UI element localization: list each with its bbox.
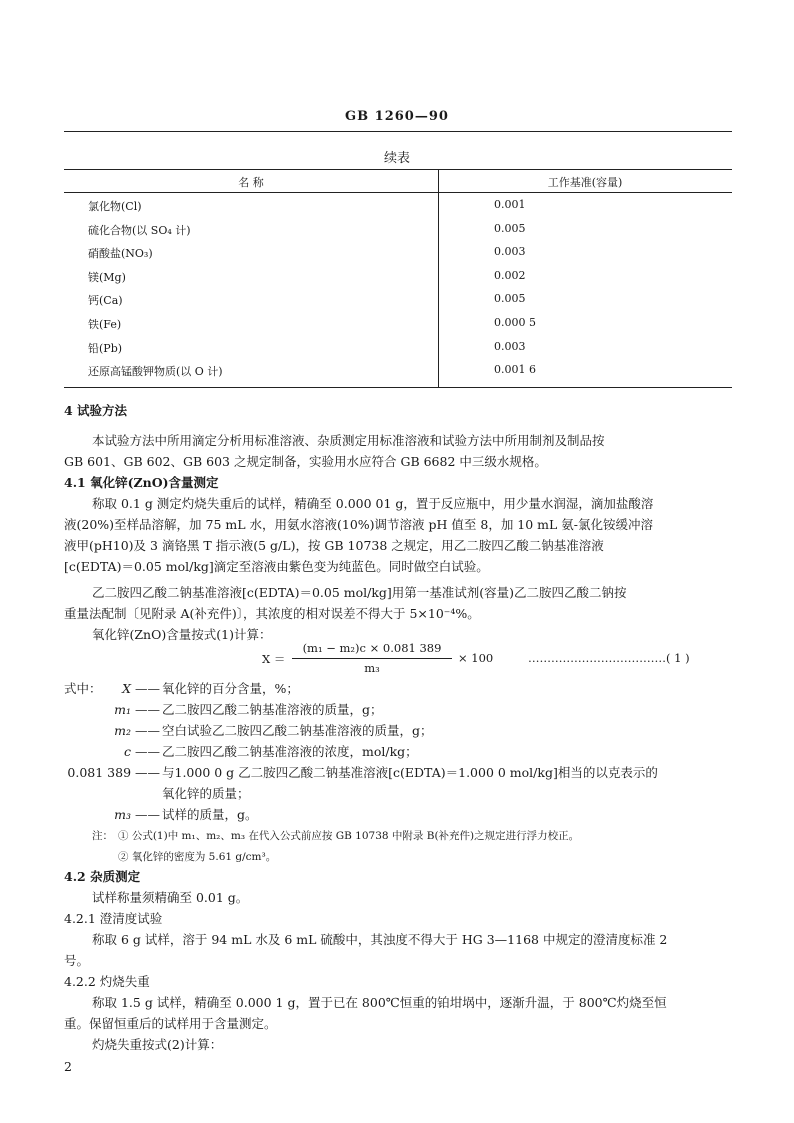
where-label: 式中： (64, 681, 102, 696)
section-4-1-para2-line2: 重量法配制〔见附录 A(补充件)〕，其浓度的相对误差不得大于 5×10⁻⁴%。 (64, 606, 480, 621)
section-4-2-1-heading: 4.2.1 澄清度试验 (64, 911, 163, 926)
def-coefficient-text: 与1.000 0 g 乙二胺四乙酸二钠基准溶液[c(EDTA)＝1.000 0 mol/kg]相当的以克表示的 (162, 765, 658, 780)
note-1: ① 公式(1)中 m₁、m₂、m₃ 在代入公式前应按 GB 10738 中附录 B(补充件)之规定进行浮力校正。 (118, 830, 580, 842)
def-c-text: 乙二胺四乙酸二钠基准溶液的浓度，mol/kg； (162, 744, 418, 759)
def-coefficient-text-line2: 氧化锌的质量； (162, 786, 250, 801)
section-4-1-para2-line1: 乙二胺四乙酸二钠基准溶液[c(EDTA)＝0.05 mol/kg]用第一基准试剂(容量)乙二胺四乙酸二钠按 (92, 585, 627, 600)
standard-number: GB 1260—90 (345, 109, 449, 124)
table-row-name: 铅(Pb) (88, 342, 123, 355)
section-4-1-heading: 4.1 氧化锌(ZnO)含量测定 (64, 475, 219, 490)
section-4-1-para3: 氧化锌(ZnO)含量按式(1)计算： (92, 627, 272, 642)
table-row-name: 氯化物(Cl) (88, 200, 142, 213)
table-column-divider (438, 169, 439, 387)
def-m2-text: 空白试验乙二胺四乙酸二钠基准溶液的质量，g； (162, 723, 433, 738)
def-m3-text: 试样的质量，g。 (162, 807, 258, 822)
def-coefficient-symbol: 0.081 389 —— (67, 765, 160, 780)
table-header-rule (64, 192, 732, 193)
table-row-value: 0.001 6 (494, 363, 536, 376)
section-4-para-line2: GB 601、GB 602、GB 603 之规定制备，实验用水应符合 GB 6682 中三级水规格。 (64, 454, 547, 469)
page-number: 2 (64, 1059, 72, 1074)
table-row-value: 0.003 (494, 245, 526, 258)
def-m1-text: 乙二胺四乙酸二钠基准溶液的质量，g； (162, 702, 383, 717)
table-header-value: 工作基准(容量) (547, 176, 623, 189)
section-4-2-2-para-line2: 重。保留恒重后的试样用于含量测定。 (64, 1016, 277, 1031)
table-row-value: 0.001 (494, 198, 526, 211)
table-row-name: 硫化合物(以 SO₄ 计) (88, 224, 191, 237)
def-x-text: 氧化锌的百分含量，%； (162, 681, 299, 696)
section-4-2-2-para-line1: 称取 1.5 g 试样，精确至 0.000 1 g，置于已在 800℃恒重的铂坩埚中，逐渐升温，于 800℃灼烧至恒 (92, 995, 667, 1010)
formula-1-multiplier: × 100 (458, 651, 494, 665)
section-4-1-para1-line3: 液甲(pH10)及 3 滴铬黑 T 指示液(5 g/L)，按 GB 10738 之规定，用乙二胺四乙酸二钠基准溶液 (64, 538, 604, 553)
def-c-symbol: c —— (124, 744, 160, 759)
section-4-2-2-para-line3: 灼烧失重按式(2)计算： (92, 1037, 223, 1052)
table-row-value: 0.003 (494, 340, 526, 353)
table-row-name: 镁(Mg) (88, 271, 126, 284)
section-4-1-para1-line1: 称取 0.1 g 测定灼烧失重后的试样，精确至 0.000 01 g，置于反应瓶中，用少量水润湿，滴加盐酸溶 (92, 496, 654, 511)
formula-1-numerator: (m₁ − m₂)c × 0.081 389 (302, 641, 442, 655)
formula-1-number: ………………………………( 1 ) (528, 651, 690, 665)
section-4-2-1-para-line1: 称取 6 g 试样，溶于 94 mL 水及 6 mL 硫酸中，其浊度不得大于 HG 3—1168 中规定的澄清度标准 2 (92, 932, 668, 947)
def-m2-symbol: m₂ —— (114, 723, 160, 738)
def-m3-symbol: m₃ —— (114, 807, 160, 822)
table-row-name: 硝酸盐(NO₃) (88, 247, 153, 260)
table-row-name: 钙(Ca) (88, 294, 123, 307)
table-row-value: 0.005 (494, 292, 526, 305)
note-2: ② 氧化锌的密度为 5.61 g/cm³。 (118, 851, 277, 863)
formula-1-fraction-bar (292, 658, 452, 659)
formula-1-lhs: X ＝ (262, 652, 286, 666)
table-row-value: 0.000 5 (494, 316, 536, 329)
table-row-name: 铁(Fe) (88, 318, 122, 331)
note-label: 注： (92, 830, 113, 842)
table-bottom-rule (64, 387, 732, 388)
section-4-heading: 4 试验方法 (64, 403, 128, 418)
def-x-symbol: X —— (122, 681, 160, 696)
section-4-2-para: 试样称量须精确至 0.01 g。 (92, 890, 249, 905)
table-title: 续表 (383, 151, 410, 166)
formula-1-denominator: m₃ (364, 661, 380, 675)
section-4-2-1-para-line2: 号。 (64, 953, 90, 968)
table-row-value: 0.005 (494, 222, 526, 235)
section-4-2-2-heading: 4.2.2 灼烧失重 (64, 974, 150, 989)
table-top-rule (64, 169, 732, 170)
def-m1-symbol: m₁ —— (114, 702, 160, 717)
header-rule (64, 131, 732, 132)
section-4-2-heading: 4.2 杂质测定 (64, 869, 141, 884)
table-header-name: 名 称 (238, 176, 264, 189)
section-4-1-para1-line4: [c(EDTA)＝0.05 mol/kg]滴定至溶液由紫色变为纯蓝色。同时做空白试验。 (64, 559, 489, 574)
section-4-1-para1-line2: 液(20%)至样品溶解，加 75 mL 水，用氨水溶液(10%)调节溶液 pH 值至 8，加 10 mL 氨-氯化铵缓冲溶 (64, 517, 654, 532)
table-row-name: 还原高锰酸钾物质(以 O 计) (88, 365, 223, 378)
table-row-value: 0.002 (494, 269, 526, 282)
section-4-para-line1: 本试验方法中所用滴定分析用标准溶液、杂质测定用标准溶液和试验方法中所用制剂及制品按 (92, 433, 605, 448)
